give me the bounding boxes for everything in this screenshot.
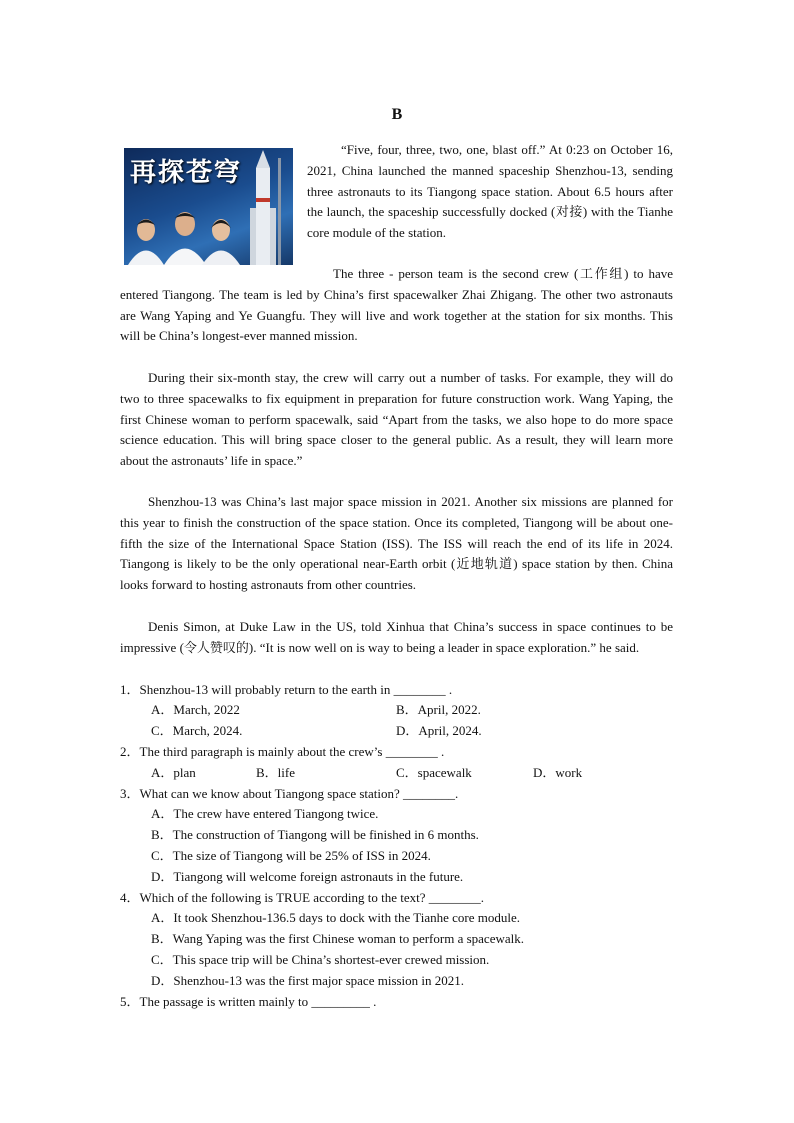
paragraph-3: During their six-month stay, the crew will carry out a number of tasks. For example, they will do two to three spacewalks to fix equipment in preparation for future construction work. Wang Yaping, the first Chinese woman to perform spacewalk, said “Apart from the tasks, we also hope to do more space science education. This will bring space closer to the general public. As a result, they will learn more about the astronauts’ life in space.”: [120, 370, 673, 469]
option-4d: D．Shenzhou-13 was the first major space mission in 2021.: [151, 973, 465, 988]
astronauts-photo: [124, 148, 293, 265]
option-1b: B．April, 2022.: [396, 702, 481, 717]
option-2c: C．spacewalk: [396, 765, 472, 780]
option-4a: A．It took Shenzhou-136.5 days to dock with the Tianhe core module.: [151, 910, 521, 925]
question-4: 4．Which of the following is TRUE according to the text? ________.: [120, 890, 485, 905]
option-3a: A．The crew have entered Tiangong twice.: [151, 806, 379, 821]
option-2b: B．life: [256, 765, 295, 780]
question-1: 1．Shenzhou-13 will probably return to the earth in ________ .: [120, 682, 453, 697]
photo-caption: 再探苍穹: [130, 158, 243, 188]
question-2: 2．The third paragraph is mainly about the crew’s ________ .: [120, 744, 445, 759]
question-3: 3．What can we know about Tiangong space station? ________.: [120, 786, 459, 801]
option-1c: C．March, 2024.: [151, 723, 243, 738]
option-4c: C．This space trip will be China’s shortest-ever crewed mission.: [151, 952, 490, 967]
option-3c: C．The size of Tiangong will be 25% of ISS in 2024.: [151, 848, 431, 863]
paragraph-5: Denis Simon, at Duke Law in the US, told Xinhua that China’s success in space continues to be impressive (令人赞叹的). “It is now well on is way to being a leader in space exploration.” he said.: [120, 619, 673, 655]
option-3b: B．The construction of Tiangong will be finished in 6 months.: [151, 827, 479, 842]
option-3d: D．Tiangong will welcome foreign astronauts in the future.: [151, 869, 464, 884]
paragraph-1: “Five, four, three, two, one, blast off.” At 0:23 on October 16, 2021, China launched the manned spaceship Shenzhou-13, sending three astronauts to its Tiangong space station. About 6.5 hours after the launch, the spaceship successfully docked (对接) with the Tianhe core module of the station.: [307, 142, 673, 241]
option-1d: D．April, 2024.: [396, 723, 482, 738]
option-2d: D．work: [533, 765, 583, 780]
option-4b: B．Wang Yaping was the first Chinese woman to perform a spacewalk.: [151, 931, 524, 946]
option-1a: A．March, 2022: [151, 702, 240, 717]
question-5: 5．The passage is written mainly to _________ .: [120, 994, 377, 1009]
option-2a: A．plan: [151, 765, 196, 780]
section-title: B: [391, 106, 403, 123]
paragraph-2: The three - person team is the second crew (工作组) to have entered Tiangong. The team is led by China’s first spacewalker Zhai Zhigang. The other two astronauts are Wang Yaping and Ye Guangfu. They will live and work together at the station for six months. This will be China’s longest-ever manned mission.: [120, 266, 673, 344]
paragraph-4: Shenzhou-13 was China’s last major space mission in 2021. Another six missions are planned for this year to finish the construction of the space station. Once its completed, Tiangong will be about one-fifth the size of the International Space Station (ISS). The ISS will reach the end of its life in 2024. Tiangong is likely to be the only operational near-Earth orbit (近地轨道) space station by then. China looks forward to hosting astronauts from other countries.: [120, 494, 673, 593]
